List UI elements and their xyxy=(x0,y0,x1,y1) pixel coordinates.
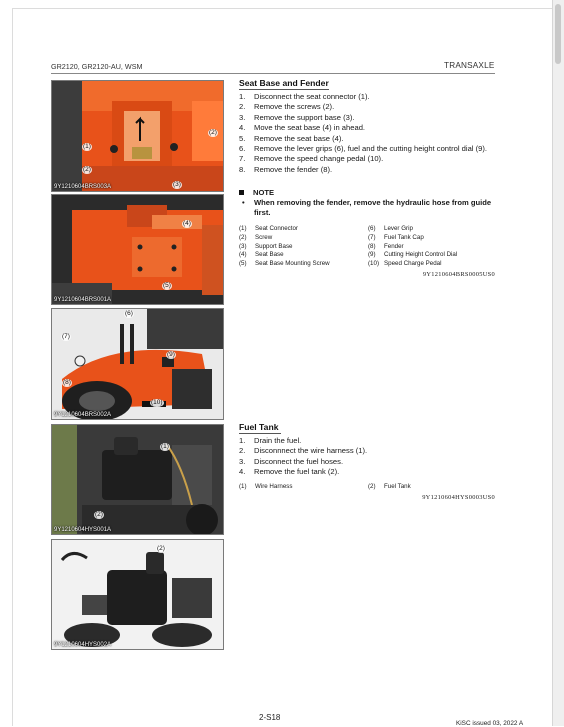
fuel-tank-doc-ref: 9Y1210604HYS0003US0 xyxy=(422,494,495,501)
seat-base-legend xyxy=(239,225,497,269)
legend-item: (1) Wire Harness xyxy=(239,483,293,490)
header-rule xyxy=(51,73,495,74)
note-text: When removing the fender, remove the hydraulic hose from guide first. xyxy=(254,198,492,217)
viewer-top-margin xyxy=(12,0,552,9)
step-item: 2. Disconnnect the wire harness (1). xyxy=(239,446,368,456)
callout-label: (2) xyxy=(209,129,217,136)
callout-label: (7) xyxy=(62,333,70,340)
legend-item: (10) Speed Charge Pedal xyxy=(368,260,442,268)
legend-item: (3) Support Base xyxy=(239,242,293,250)
photo-code: 9Y1210604BRS001A xyxy=(54,297,112,303)
note-body xyxy=(239,198,497,218)
note-bullet: • xyxy=(242,198,245,207)
callout-label: (5) xyxy=(163,282,171,289)
step-item: 6. Remove the lever grips (6), fuel and the cutting height control dial (9). xyxy=(239,144,487,154)
step-item: 2. Remove the screws (2). xyxy=(239,102,335,112)
section-title-underline xyxy=(239,433,281,434)
seat-base-steps xyxy=(239,92,497,175)
legend-item: (2) Fuel Tank xyxy=(368,483,411,490)
callout-label: (1) xyxy=(161,443,169,450)
photo-seat-base-screws xyxy=(51,194,224,305)
callout-label: (2) xyxy=(95,511,103,518)
step-item: 3. Disconnect the fuel hoses. xyxy=(239,456,344,466)
viewer-scrollbar-thumb[interactable] xyxy=(555,4,561,64)
callout-label: (2) xyxy=(83,166,91,173)
page-number: 2-S18 xyxy=(259,713,281,722)
callout-label: (8) xyxy=(63,379,71,386)
step-item: 3. Remove the support base (3). xyxy=(239,112,355,122)
viewer-scrollbar-track[interactable] xyxy=(552,0,564,726)
header-models: GR2120, GR2120-AU, WSM xyxy=(51,62,143,71)
callout-label: (4) xyxy=(183,220,191,227)
photo-fuel-tank-installed xyxy=(51,424,224,535)
callout-label: (9) xyxy=(167,351,175,358)
legend-item: (7) Fuel Tank Cap xyxy=(368,233,424,241)
note-square-icon xyxy=(239,190,244,195)
fuel-tank-steps xyxy=(239,436,497,478)
photo-fuel-tank-removed xyxy=(51,539,224,650)
step-item: 5. Remove the seat base (4). xyxy=(239,133,344,143)
note-heading xyxy=(239,188,274,197)
header-section: TRANSAXLE xyxy=(444,61,495,70)
section-title-seat-base: Seat Base and Fender xyxy=(239,78,329,88)
step-item: 4. Remove the fuel tank (2). xyxy=(239,467,340,477)
photo-code: 9Y1210604BRS002A xyxy=(54,412,112,418)
photo-fender xyxy=(51,308,224,420)
step-item: 7. Remove the speed change pedal (10). xyxy=(239,154,384,164)
issue-note: KiSC issued 03, 2022 A xyxy=(456,720,524,727)
step-item: 1. Drain the fuel. xyxy=(239,436,302,445)
section-title-fuel-tank: Fuel Tank xyxy=(239,422,279,432)
callout-label: (10) xyxy=(151,399,163,406)
legend-item: (9) Cutting Height Control Dial xyxy=(368,251,458,259)
photo-code: 9Y1210604HYS001A xyxy=(54,527,112,533)
step-item: 8. Remove the fender (8). xyxy=(239,164,333,174)
callout-label: (1) xyxy=(83,143,91,150)
legend-item: (5) Seat Base Mounting Screw xyxy=(239,260,330,268)
photo-seat-base-open xyxy=(51,80,224,192)
legend-item: (8) Fender xyxy=(368,242,404,250)
viewer-left-margin xyxy=(0,0,13,726)
callout-label: (3) xyxy=(173,181,181,188)
callout-label: (2) xyxy=(157,545,165,552)
seat-base-doc-ref: 9Y1210604BRS0005US0 xyxy=(422,271,495,278)
photo-code: 9Y1210604BRS003A xyxy=(54,184,112,190)
fuel-tank-legend xyxy=(239,483,497,492)
photo-code: 9Y1210604HYS002A xyxy=(54,642,112,648)
callout-label: (6) xyxy=(125,310,133,317)
note-label: NOTE xyxy=(253,188,275,197)
legend-item: (1) Seat Connector xyxy=(239,225,298,232)
step-item: 1. Disconnect the seat connector (1). xyxy=(239,92,370,101)
legend-item: (6) Lever Grip xyxy=(368,225,413,232)
legend-item: (4) Seat Base xyxy=(239,251,284,259)
section-title-underline xyxy=(239,89,329,90)
step-item: 4. Move the seat base (4) in ahead. xyxy=(239,123,366,133)
legend-item: (2) Screw xyxy=(239,233,273,241)
